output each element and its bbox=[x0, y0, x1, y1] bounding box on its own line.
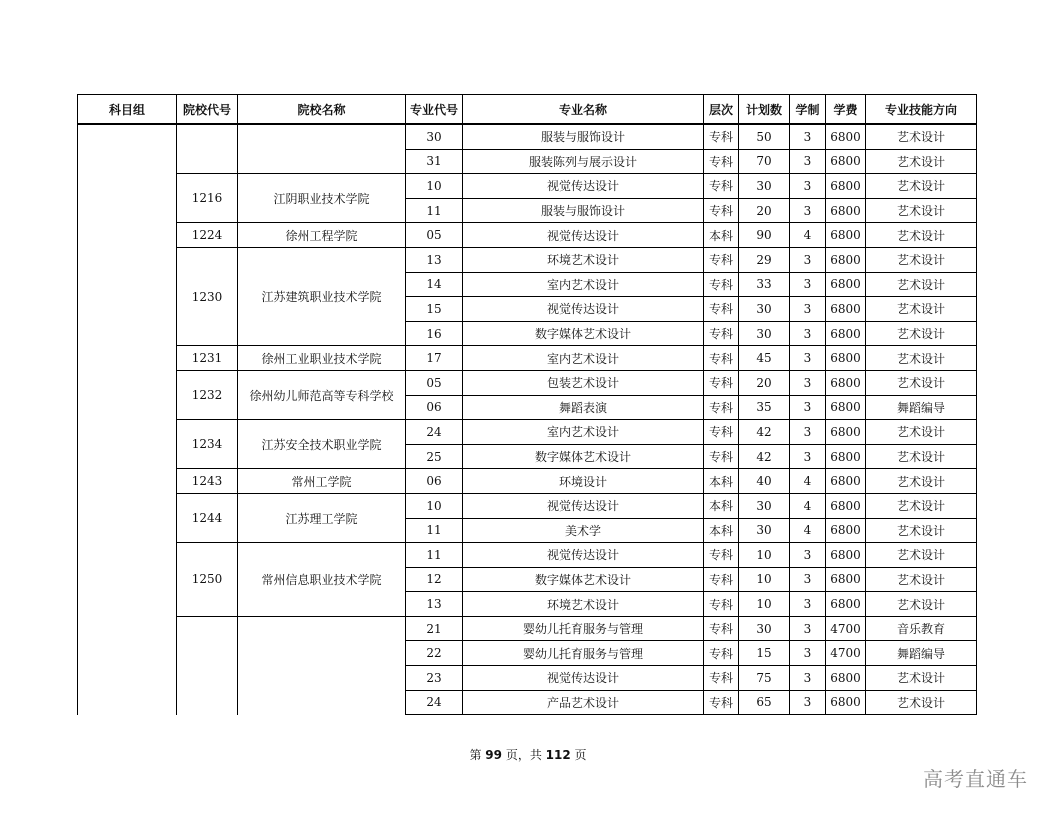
major-code-cell: 24 bbox=[406, 690, 463, 715]
duration-cell: 3 bbox=[790, 543, 826, 568]
school-name-cell bbox=[238, 124, 406, 174]
level-cell: 专科 bbox=[704, 174, 739, 199]
level-cell: 专科 bbox=[704, 690, 739, 715]
tuition-cell: 6800 bbox=[826, 124, 866, 149]
table-row bbox=[78, 247, 977, 272]
plan-count-cell: 75 bbox=[739, 666, 790, 691]
duration-cell: 3 bbox=[790, 666, 826, 691]
table-row bbox=[78, 174, 977, 199]
major-code-cell: 31 bbox=[406, 149, 463, 174]
plan-count-cell: 65 bbox=[739, 690, 790, 715]
level-cell: 本科 bbox=[704, 223, 739, 248]
table-row bbox=[78, 223, 977, 248]
major-name-cell: 包装艺术设计 bbox=[463, 370, 704, 395]
major-code-cell: 22 bbox=[406, 641, 463, 666]
duration-cell: 3 bbox=[790, 420, 826, 445]
column-header: 学制 bbox=[790, 95, 826, 125]
level-cell: 本科 bbox=[704, 518, 739, 543]
skill-direction-cell: 艺术设计 bbox=[866, 321, 977, 346]
column-header: 院校代号 bbox=[177, 95, 238, 125]
skill-direction-cell: 艺术设计 bbox=[866, 370, 977, 395]
major-code-cell: 05 bbox=[406, 370, 463, 395]
skill-direction-cell: 艺术设计 bbox=[866, 198, 977, 223]
tuition-cell: 6800 bbox=[826, 370, 866, 395]
school-name-cell: 徐州工业职业技术学院 bbox=[238, 346, 406, 371]
major-name-cell: 视觉传达设计 bbox=[463, 297, 704, 322]
level-cell: 本科 bbox=[704, 469, 739, 494]
school-code-cell: 1250 bbox=[177, 543, 238, 617]
major-code-cell: 24 bbox=[406, 420, 463, 445]
tuition-cell: 6800 bbox=[826, 444, 866, 469]
tuition-cell: 6800 bbox=[826, 174, 866, 199]
tuition-cell: 4700 bbox=[826, 616, 866, 641]
level-cell: 本科 bbox=[704, 493, 739, 518]
school-code-cell: 1244 bbox=[177, 493, 238, 542]
table-header-row bbox=[78, 95, 977, 125]
plan-count-cell: 30 bbox=[739, 493, 790, 518]
duration-cell: 3 bbox=[790, 370, 826, 395]
major-code-cell: 11 bbox=[406, 543, 463, 568]
level-cell: 专科 bbox=[704, 616, 739, 641]
duration-cell: 3 bbox=[790, 690, 826, 715]
tuition-cell: 4700 bbox=[826, 641, 866, 666]
plan-count-cell: 45 bbox=[739, 346, 790, 371]
skill-direction-cell: 艺术设计 bbox=[866, 493, 977, 518]
major-name-cell: 视觉传达设计 bbox=[463, 666, 704, 691]
major-code-cell: 10 bbox=[406, 493, 463, 518]
skill-direction-cell: 音乐教育 bbox=[866, 616, 977, 641]
level-cell: 专科 bbox=[704, 395, 739, 420]
table-row bbox=[78, 346, 977, 371]
column-header: 学费 bbox=[826, 95, 866, 125]
major-code-cell: 23 bbox=[406, 666, 463, 691]
level-cell: 专科 bbox=[704, 272, 739, 297]
table-row bbox=[78, 469, 977, 494]
plan-count-cell: 30 bbox=[739, 518, 790, 543]
skill-direction-cell: 艺术设计 bbox=[866, 469, 977, 494]
major-name-cell: 室内艺术设计 bbox=[463, 272, 704, 297]
page-footer bbox=[0, 746, 1056, 763]
major-code-cell: 16 bbox=[406, 321, 463, 346]
duration-cell: 3 bbox=[790, 395, 826, 420]
school-code-cell: 1234 bbox=[177, 420, 238, 469]
plan-count-cell: 10 bbox=[739, 543, 790, 568]
major-name-cell: 环境设计 bbox=[463, 469, 704, 494]
duration-cell: 3 bbox=[790, 641, 826, 666]
plan-count-cell: 70 bbox=[739, 149, 790, 174]
school-code-cell: 1232 bbox=[177, 370, 238, 419]
footer-middle: 页，共 bbox=[502, 748, 546, 762]
school-code-cell bbox=[177, 124, 238, 174]
skill-direction-cell: 艺术设计 bbox=[866, 297, 977, 322]
school-name-cell: 江苏安全技术职业学院 bbox=[238, 420, 406, 469]
school-name-cell: 徐州工程学院 bbox=[238, 223, 406, 248]
duration-cell: 3 bbox=[790, 198, 826, 223]
duration-cell: 3 bbox=[790, 592, 826, 617]
level-cell: 专科 bbox=[704, 641, 739, 666]
duration-cell: 3 bbox=[790, 149, 826, 174]
column-header: 计划数 bbox=[739, 95, 790, 125]
skill-direction-cell: 艺术设计 bbox=[866, 666, 977, 691]
school-name-cell: 徐州幼儿师范高等专科学校 bbox=[238, 370, 406, 419]
level-cell: 专科 bbox=[704, 420, 739, 445]
tuition-cell: 6800 bbox=[826, 592, 866, 617]
admissions-table bbox=[77, 94, 977, 715]
major-code-cell: 11 bbox=[406, 198, 463, 223]
duration-cell: 4 bbox=[790, 518, 826, 543]
school-code-cell: 1224 bbox=[177, 223, 238, 248]
major-name-cell: 婴幼儿托育服务与管理 bbox=[463, 641, 704, 666]
level-cell: 专科 bbox=[704, 198, 739, 223]
school-name-cell: 常州信息职业技术学院 bbox=[238, 543, 406, 617]
skill-direction-cell: 艺术设计 bbox=[866, 592, 977, 617]
major-name-cell: 数字媒体艺术设计 bbox=[463, 321, 704, 346]
duration-cell: 4 bbox=[790, 469, 826, 494]
major-code-cell: 10 bbox=[406, 174, 463, 199]
skill-direction-cell: 艺术设计 bbox=[866, 420, 977, 445]
plan-count-cell: 30 bbox=[739, 321, 790, 346]
tuition-cell: 6800 bbox=[826, 469, 866, 494]
tuition-cell: 6800 bbox=[826, 567, 866, 592]
plan-count-cell: 35 bbox=[739, 395, 790, 420]
column-header: 专业代号 bbox=[406, 95, 463, 125]
major-name-cell: 产品艺术设计 bbox=[463, 690, 704, 715]
table-row bbox=[78, 493, 977, 518]
duration-cell: 4 bbox=[790, 493, 826, 518]
table-body bbox=[78, 124, 977, 715]
school-code-cell: 1230 bbox=[177, 247, 238, 345]
duration-cell: 3 bbox=[790, 272, 826, 297]
plan-count-cell: 90 bbox=[739, 223, 790, 248]
major-name-cell: 美术学 bbox=[463, 518, 704, 543]
level-cell: 专科 bbox=[704, 247, 739, 272]
table-row bbox=[78, 616, 977, 641]
table-row bbox=[78, 370, 977, 395]
level-cell: 专科 bbox=[704, 567, 739, 592]
skill-direction-cell: 艺术设计 bbox=[866, 690, 977, 715]
major-name-cell: 服装与服饰设计 bbox=[463, 198, 704, 223]
plan-count-cell: 20 bbox=[739, 198, 790, 223]
table-row bbox=[78, 420, 977, 445]
tuition-cell: 6800 bbox=[826, 198, 866, 223]
major-code-cell: 06 bbox=[406, 395, 463, 420]
school-name-cell bbox=[238, 616, 406, 714]
skill-direction-cell: 艺术设计 bbox=[866, 174, 977, 199]
skill-direction-cell: 艺术设计 bbox=[866, 272, 977, 297]
plan-count-cell: 30 bbox=[739, 174, 790, 199]
plan-count-cell: 30 bbox=[739, 616, 790, 641]
plan-count-cell: 10 bbox=[739, 567, 790, 592]
skill-direction-cell: 艺术设计 bbox=[866, 567, 977, 592]
tuition-cell: 6800 bbox=[826, 543, 866, 568]
duration-cell: 3 bbox=[790, 346, 826, 371]
major-name-cell: 视觉传达设计 bbox=[463, 543, 704, 568]
footer-prefix: 第 bbox=[469, 748, 486, 762]
plan-count-cell: 42 bbox=[739, 420, 790, 445]
major-name-cell: 数字媒体艺术设计 bbox=[463, 567, 704, 592]
table-row bbox=[78, 124, 977, 149]
school-name-cell: 常州工学院 bbox=[238, 469, 406, 494]
major-code-cell: 15 bbox=[406, 297, 463, 322]
tuition-cell: 6800 bbox=[826, 346, 866, 371]
column-header: 专业技能方向 bbox=[866, 95, 977, 125]
major-name-cell: 服装与服饰设计 bbox=[463, 124, 704, 149]
school-code-cell bbox=[177, 616, 238, 714]
school-code-cell: 1231 bbox=[177, 346, 238, 371]
footer-suffix: 页 bbox=[570, 748, 587, 762]
tuition-cell: 6800 bbox=[826, 321, 866, 346]
major-name-cell: 数字媒体艺术设计 bbox=[463, 444, 704, 469]
level-cell: 专科 bbox=[704, 297, 739, 322]
column-header: 院校名称 bbox=[238, 95, 406, 125]
level-cell: 专科 bbox=[704, 543, 739, 568]
major-code-cell: 05 bbox=[406, 223, 463, 248]
major-name-cell: 室内艺术设计 bbox=[463, 420, 704, 445]
skill-direction-cell: 艺术设计 bbox=[866, 444, 977, 469]
tuition-cell: 6800 bbox=[826, 420, 866, 445]
tuition-cell: 6800 bbox=[826, 223, 866, 248]
level-cell: 专科 bbox=[704, 444, 739, 469]
duration-cell: 3 bbox=[790, 124, 826, 149]
skill-direction-cell: 艺术设计 bbox=[866, 346, 977, 371]
duration-cell: 3 bbox=[790, 321, 826, 346]
table-row bbox=[78, 543, 977, 568]
major-name-cell: 婴幼儿托育服务与管理 bbox=[463, 616, 704, 641]
tuition-cell: 6800 bbox=[826, 690, 866, 715]
duration-cell: 4 bbox=[790, 223, 826, 248]
major-code-cell: 13 bbox=[406, 247, 463, 272]
skill-direction-cell: 舞蹈编导 bbox=[866, 395, 977, 420]
school-code-cell: 1216 bbox=[177, 174, 238, 223]
duration-cell: 3 bbox=[790, 247, 826, 272]
tuition-cell: 6800 bbox=[826, 149, 866, 174]
major-name-cell: 环境艺术设计 bbox=[463, 592, 704, 617]
tuition-cell: 6800 bbox=[826, 518, 866, 543]
plan-count-cell: 10 bbox=[739, 592, 790, 617]
plan-count-cell: 42 bbox=[739, 444, 790, 469]
level-cell: 专科 bbox=[704, 592, 739, 617]
major-code-cell: 11 bbox=[406, 518, 463, 543]
major-code-cell: 12 bbox=[406, 567, 463, 592]
tuition-cell: 6800 bbox=[826, 272, 866, 297]
duration-cell: 3 bbox=[790, 444, 826, 469]
plan-count-cell: 30 bbox=[739, 297, 790, 322]
current-page-number: 99 bbox=[485, 748, 502, 762]
tuition-cell: 6800 bbox=[826, 247, 866, 272]
school-name-cell: 江苏建筑职业技术学院 bbox=[238, 247, 406, 345]
column-header: 专业名称 bbox=[463, 95, 704, 125]
skill-direction-cell: 艺术设计 bbox=[866, 124, 977, 149]
skill-direction-cell: 艺术设计 bbox=[866, 518, 977, 543]
level-cell: 专科 bbox=[704, 321, 739, 346]
major-name-cell: 服装陈列与展示设计 bbox=[463, 149, 704, 174]
level-cell: 专科 bbox=[704, 666, 739, 691]
plan-count-cell: 15 bbox=[739, 641, 790, 666]
plan-count-cell: 50 bbox=[739, 124, 790, 149]
watermark-text: 高考直通车 bbox=[923, 767, 1028, 791]
plan-count-cell: 40 bbox=[739, 469, 790, 494]
major-code-cell: 30 bbox=[406, 124, 463, 149]
tuition-cell: 6800 bbox=[826, 666, 866, 691]
column-header: 科目组 bbox=[78, 95, 177, 125]
tuition-cell: 6800 bbox=[826, 493, 866, 518]
major-name-cell: 视觉传达设计 bbox=[463, 223, 704, 248]
major-code-cell: 14 bbox=[406, 272, 463, 297]
plan-count-cell: 20 bbox=[739, 370, 790, 395]
tuition-cell: 6800 bbox=[826, 297, 866, 322]
duration-cell: 3 bbox=[790, 297, 826, 322]
plan-count-cell: 33 bbox=[739, 272, 790, 297]
total-page-number: 112 bbox=[545, 748, 571, 762]
major-name-cell: 环境艺术设计 bbox=[463, 247, 704, 272]
column-header: 层次 bbox=[704, 95, 739, 125]
subject-group-cell bbox=[78, 124, 177, 715]
major-code-cell: 13 bbox=[406, 592, 463, 617]
plan-count-cell: 29 bbox=[739, 247, 790, 272]
major-name-cell: 室内艺术设计 bbox=[463, 346, 704, 371]
major-code-cell: 06 bbox=[406, 469, 463, 494]
skill-direction-cell: 艺术设计 bbox=[866, 149, 977, 174]
school-code-cell: 1243 bbox=[177, 469, 238, 494]
skill-direction-cell: 艺术设计 bbox=[866, 223, 977, 248]
skill-direction-cell: 艺术设计 bbox=[866, 247, 977, 272]
major-code-cell: 17 bbox=[406, 346, 463, 371]
skill-direction-cell: 舞蹈编导 bbox=[866, 641, 977, 666]
level-cell: 专科 bbox=[704, 149, 739, 174]
school-name-cell: 江苏理工学院 bbox=[238, 493, 406, 542]
level-cell: 专科 bbox=[704, 346, 739, 371]
major-code-cell: 21 bbox=[406, 616, 463, 641]
major-name-cell: 舞蹈表演 bbox=[463, 395, 704, 420]
duration-cell: 3 bbox=[790, 174, 826, 199]
skill-direction-cell: 艺术设计 bbox=[866, 543, 977, 568]
major-name-cell: 视觉传达设计 bbox=[463, 174, 704, 199]
level-cell: 专科 bbox=[704, 124, 739, 149]
school-name-cell: 江阴职业技术学院 bbox=[238, 174, 406, 223]
major-code-cell: 25 bbox=[406, 444, 463, 469]
major-name-cell: 视觉传达设计 bbox=[463, 493, 704, 518]
level-cell: 专科 bbox=[704, 370, 739, 395]
duration-cell: 3 bbox=[790, 567, 826, 592]
duration-cell: 3 bbox=[790, 616, 826, 641]
tuition-cell: 6800 bbox=[826, 395, 866, 420]
